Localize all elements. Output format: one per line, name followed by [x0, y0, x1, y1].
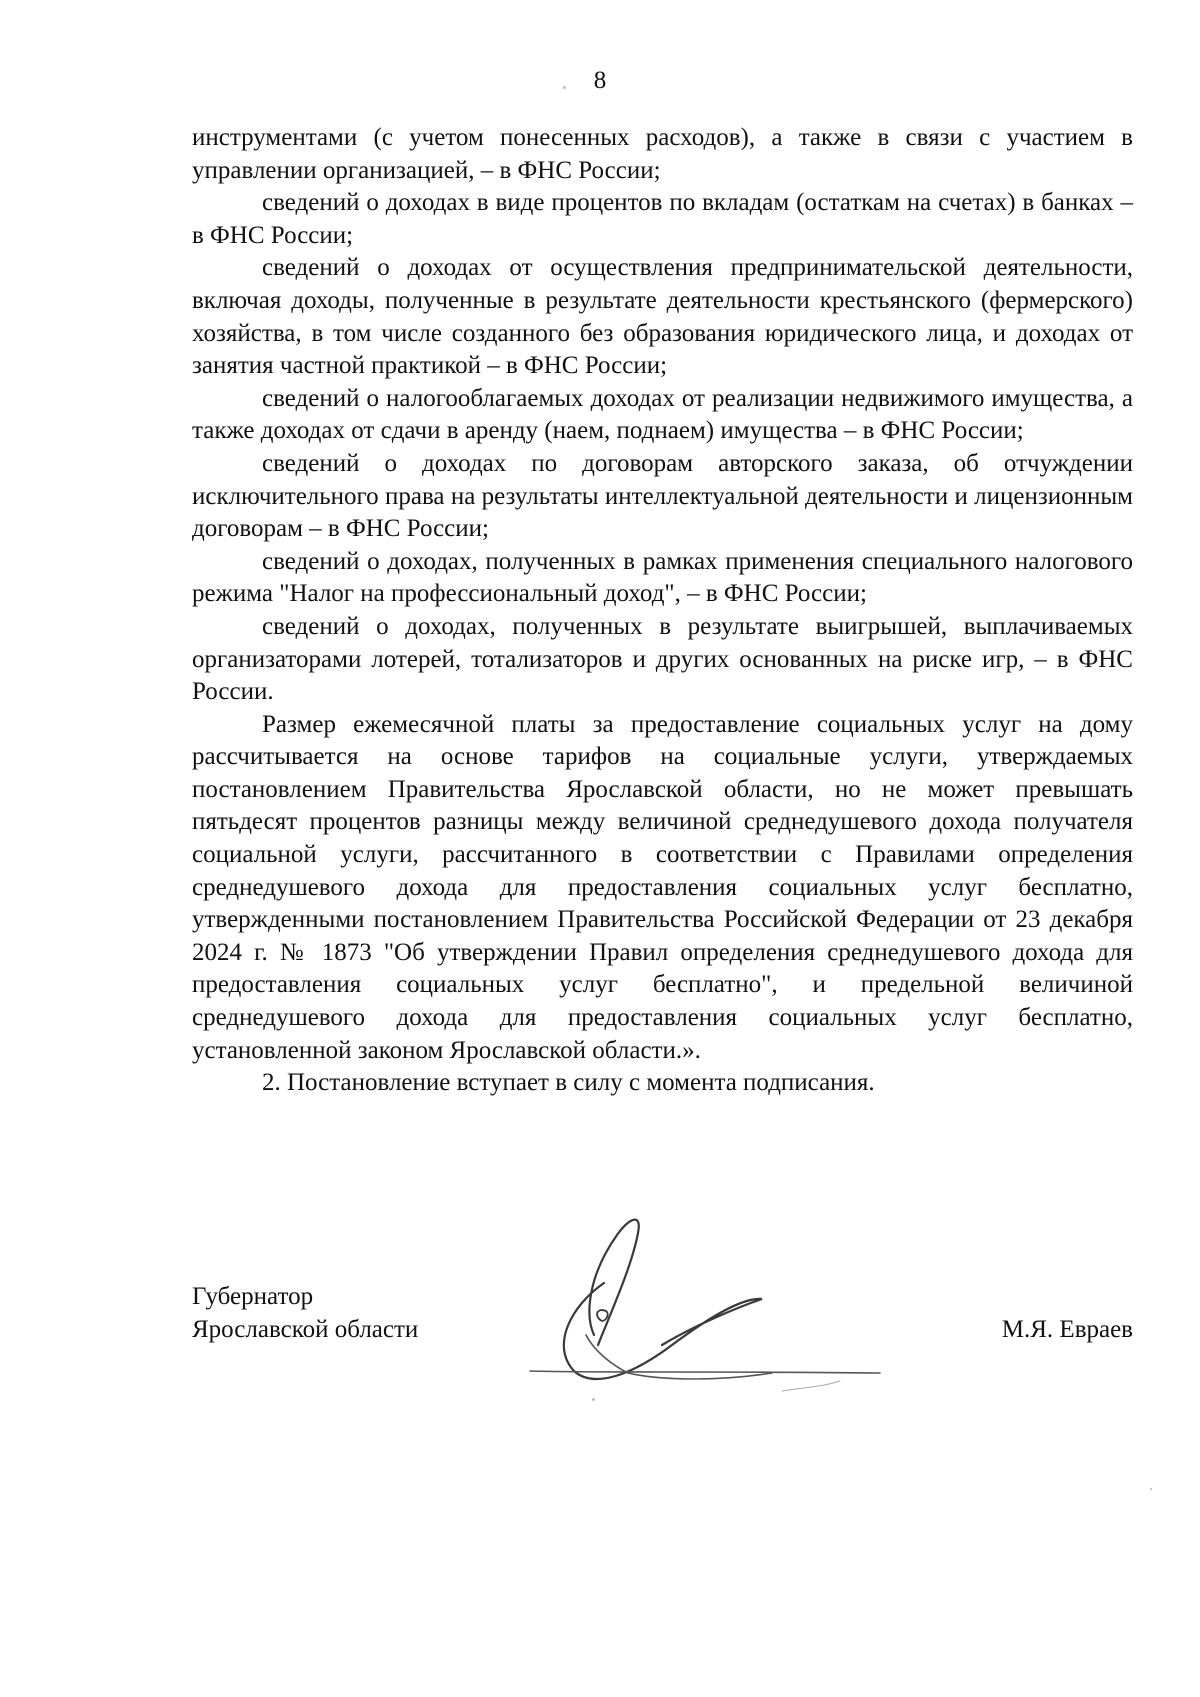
- paragraph-author-contracts: сведений о доходах по договорам авторского заказа, об отчуждении исключительного права на результаты интеллектуальной деятельности и лицензионным договорам – в ФНС России;: [192, 449, 1133, 543]
- paragraph-monthly-fee: Размер ежемесячной платы за предоставление социальных услуг на дому рассчитывается на основе тарифов на социальные услуги, утверждаемых постановлением Правительства Ярославской области, но не может превышать пятьдесят процентов разницы между величиной среднедушевого дохода получателя социальной услуги, рассчитанного в соответствии с Правилами определения среднедушевого дохода для предоставления социальных услуг бесплатно, утвержденными постановлением Правительства Российской Федерации от 23 декабря 2024 г. № 1873 "Об утверждении Правил определения среднедушевого дохода для предоставления социальных услуг бесплатно", и предельной величиной среднедушевого дохода для предоставления социальных услуг бесплатно, установленной законом Ярославской области.».: [192, 710, 1133, 1064]
- signature-block: [192, 1280, 1133, 1400]
- paragraph-entry-into-force: 2. Постановление вступает в силу с момента подписания.: [262, 1069, 875, 1097]
- signer-position-line1: Губернатор: [192, 1283, 314, 1310]
- scan-speck: [1150, 1488, 1152, 1490]
- scan-speck: [592, 1398, 595, 1401]
- paragraph-continuation: инструментами (с учетом понесенных расходов), а также в связи с участием в управлении организацией, – в ФНС России;: [192, 124, 1133, 184]
- scan-speck: [563, 86, 566, 89]
- document-body: [192, 122, 1133, 1100]
- page-number: 8: [593, 67, 607, 94]
- paragraph-lottery-winnings: сведений о доходах, полученных в результате выигрышей, выплачиваемых организаторами лотерей, тотализаторов и других основанных на риске игр, – в ФНС России.: [192, 612, 1133, 706]
- signer-position: [192, 1280, 418, 1346]
- paragraph-business-income: сведений о доходах от осуществления предпринимательской деятельности, включая доходы, полученные в результате деятельности крестьянского (фермерского) хозяйства, в том числе созданного без образования юридического лица, и доходах от занятия частной практикой – в ФНС России;: [192, 254, 1133, 380]
- paragraph-professional-income-tax: сведений о доходах, полученных в рамках применения специального налогового режима "Налог на профессиональный доход", – в ФНС России;: [192, 547, 1133, 608]
- handwritten-signature: [522, 1195, 882, 1395]
- signer-name: М.Я. Евраев: [1001, 1316, 1133, 1343]
- signer-position-line2: Ярославской области: [192, 1316, 419, 1343]
- paragraph-bank-deposits: сведений о доходах в виде процентов по вкладам (остаткам на счетах) в банках – в ФНС России;: [192, 189, 1133, 249]
- paragraph-real-estate-income: сведений о налогооблагаемых доходах от реализации недвижимого имущества, а также доходах от сдачи в аренду (наем, поднаем) имущества – в ФНС России;: [192, 384, 1133, 445]
